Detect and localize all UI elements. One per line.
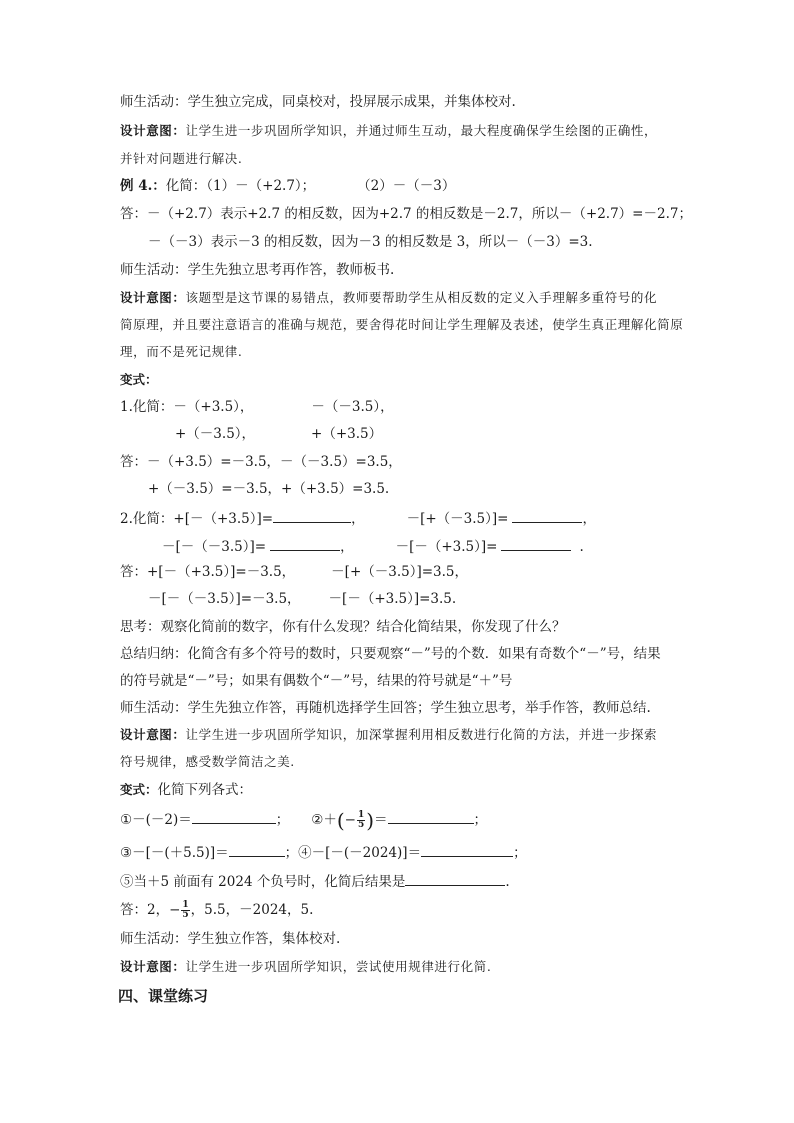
fraction — [357, 811, 365, 830]
answer-blank[interactable] — [421, 842, 513, 857]
teacher-student-activity-2 — [120, 261, 394, 279]
separator: . — [505, 874, 510, 890]
answer-blank[interactable] — [405, 871, 505, 886]
variant-2-answer-2 — [148, 590, 456, 608]
summary-line-2: 的符号就是“－”号；如果有偶数个“－”号，结果的符号就是“＋”号 — [120, 673, 513, 689]
activity-label: 师生活动： — [120, 700, 188, 716]
answer-blank[interactable] — [192, 809, 276, 824]
exercise-1-text: ①－(－2)＝ — [120, 812, 192, 828]
right-paren-icon: ) — [366, 808, 375, 833]
variant-2-answer-b: －[+（－3.5）]=3.5， — [331, 564, 469, 580]
variant-label-2 — [120, 781, 252, 799]
design-intent-text: 让学生进一步巩固所学知识，尝试使用规律进行化简. — [185, 959, 492, 974]
variant-2-item-b: －[+（－3.5）]= — [406, 511, 509, 527]
variant-1-question-line-2 — [175, 425, 382, 443]
activity-text: 学生独立作答，集体校对. — [187, 931, 341, 947]
minus-sign: − — [344, 812, 356, 828]
fraction-numerator: 1 — [182, 900, 189, 910]
separator: ， — [340, 539, 354, 555]
example-4-answer-2: －（－3）表示－3 的相反数，因为－3 的相反数是 3，所以－（－3）=3. — [148, 234, 593, 250]
design-intent-3 — [120, 726, 657, 744]
design-intent-label: 设计意图： — [120, 959, 186, 974]
separator: ； — [275, 812, 290, 828]
answer-blank[interactable] — [512, 508, 582, 523]
fraction — [181, 901, 189, 920]
exercise-line-1 — [120, 808, 487, 832]
section-heading: 四、课堂练习 — [118, 987, 209, 1005]
design-intent-label: 设计意图： — [120, 290, 186, 305]
teacher-student-activity-3 — [120, 699, 651, 717]
variant-label: 变式： — [120, 782, 158, 797]
answer-blank[interactable] — [270, 536, 340, 551]
design-intent-text: 让学生进一步巩固所学知识，并通过师生互动，最大程度确保学生绘图的正确性， — [185, 123, 658, 138]
design-intent-label: 设计意图： — [120, 123, 186, 138]
activity-label: 师生活动： — [120, 931, 188, 947]
variant-2-answer-c: －[－（－3.5）]=－3.5， — [148, 591, 301, 607]
minus-sign: − — [169, 902, 181, 918]
summary-line-1: 总结归纳：化简含有多个符号的数时，只要观察“－”号的个数．如果有奇数个“－”号，结果 — [120, 646, 661, 662]
variant-2-item-c: －[－（－3.5）]= — [162, 539, 267, 555]
fraction-denominator: 5 — [182, 910, 189, 920]
separator: . — [579, 539, 584, 555]
example-4-question — [120, 177, 455, 195]
variant-instruction: 化简下列各式： — [157, 782, 253, 798]
separator: ， — [582, 511, 596, 527]
variant-1-question-line-1 — [120, 398, 394, 416]
design-intent-1 — [120, 122, 657, 140]
fraction-numerator: 1 — [357, 810, 365, 820]
exercise-5-text: ⑤当＋5 前面有 2024 个负号时，化简后结果是 — [120, 874, 406, 890]
variant-2-question-line-1 — [120, 508, 596, 528]
design-intent-2 — [120, 289, 657, 307]
design-intent-text: 该题型是这节课的易错点，教师要帮助学生从相反数的定义入手理解多重符号的化 — [185, 290, 658, 305]
design-intent-1-cont: 并针对问题进行解决. — [120, 151, 243, 166]
equals-sign: ＝ — [374, 812, 388, 828]
activity-label: 师生活动： — [120, 262, 188, 278]
design-intent-4 — [120, 958, 491, 976]
design-intent-3-cont: 符号规律，感受数学简洁之美. — [120, 754, 295, 769]
design-intent-label: 设计意图： — [120, 727, 186, 742]
variant-2-answer-d: －[－（+3.5）]=3.5. — [328, 591, 457, 607]
answer-blank[interactable] — [388, 809, 474, 824]
exercise-line-3 — [120, 871, 510, 891]
variant-2-item-a: 2.化简：+[－（+3.5）]= — [120, 511, 274, 527]
teacher-student-activity-1 — [120, 93, 516, 111]
answers-rest: ，5.5，－2024，5. — [190, 902, 314, 918]
variant-2-question-line-2 — [162, 536, 584, 556]
answer-blank[interactable] — [501, 536, 571, 551]
activity-text: 学生先独立思考再作答，教师板书. — [187, 262, 395, 278]
example-4-part1: 化简：（1）－（+2.7）； — [165, 178, 316, 194]
variant-1-item-a: 1.化简：－（+3.5）， — [120, 399, 254, 415]
variant-1-answer-2: +（－3.5）=－3.5，+（+3.5）=3.5. — [148, 481, 390, 497]
think-question: 思考：观察化简前的数字，你有什么发现？结合化简结果，你发现了什么？ — [120, 619, 566, 635]
design-intent-2-cont-1: 简原理，并且要注意语言的准确与规范，要舍得花时间让学生理解及表述，使学生真正理解化简原 — [120, 317, 684, 332]
variant-2-item-d: －[－（+3.5）]= — [395, 539, 498, 555]
separator: ； — [473, 812, 488, 828]
variant-1-item-c: +（－3.5）， — [175, 426, 256, 442]
answer-blank[interactable] — [273, 508, 351, 523]
teacher-student-activity-4 — [120, 930, 340, 948]
separator: ， — [351, 511, 365, 527]
example-4-part2: （2）－（－3） — [357, 178, 456, 194]
activity-label: 师生活动： — [120, 94, 188, 110]
example-4-answer-1: 答：－（+2.7）表示+2.7 的相反数，因为+2.7 的相反数是－2.7，所以－（+2.7）=－2.7； — [120, 206, 692, 222]
variant-1-answer-1: 答：－（+3.5）=－3.5，－（－3.5）=3.5， — [120, 454, 402, 470]
activity-text: 学生独立完成，同桌校对，投屏展示成果，并集体校对. — [187, 94, 516, 110]
activity-text: 学生先独立作答，再随机选择学生回答；学生独立思考，举手作答，教师总结. — [187, 700, 651, 716]
exercise-answers — [120, 898, 313, 922]
fraction-denominator: 5 — [357, 820, 365, 830]
design-intent-text: 让学生进一步巩固所学知识，加深掌握利用相反数进行化简的方法，并进一步探索 — [185, 727, 658, 742]
variant-label-1: 变式： — [120, 372, 158, 387]
variant-2-answer-a: 答：+[－（+3.5）]=－3.5， — [120, 564, 296, 580]
variant-1-item-b: －（－3.5）， — [311, 399, 394, 415]
left-paren-icon: ( — [336, 808, 345, 833]
separator: ； — [513, 845, 527, 861]
example-4-label: 例 4.： — [120, 178, 166, 194]
answer-blank[interactable] — [229, 842, 285, 857]
exercise-4-text: ；④－[－(－2024)]＝ — [284, 845, 422, 861]
variant-1-item-d: +（+3.5） — [311, 426, 383, 442]
exercise-3-text: ③－[－(＋5.5)]＝ — [120, 845, 229, 861]
answers-prefix: 答：2， — [120, 902, 170, 918]
exercise-2-text: ②＋ — [311, 812, 337, 828]
exercise-line-2 — [120, 842, 527, 862]
design-intent-2-cont-2: 理，而不是死记规律. — [120, 344, 243, 359]
variant-2-answer-1 — [120, 563, 468, 581]
